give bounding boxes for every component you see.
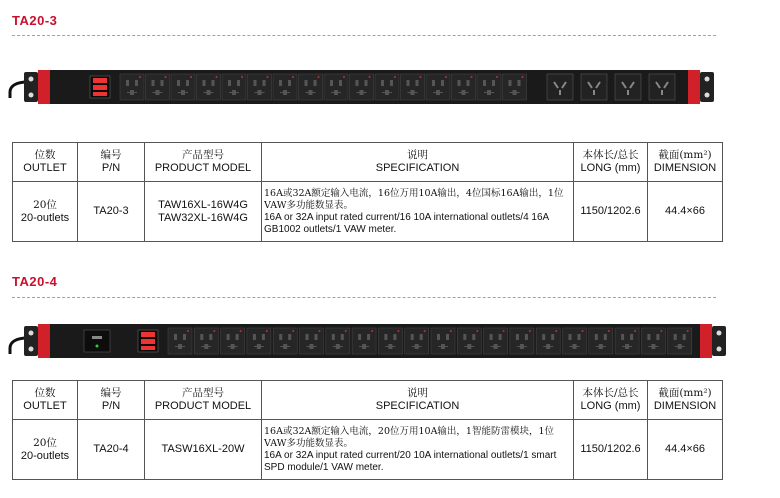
col-length: 本体长/总长 LONG (mm)	[574, 143, 648, 182]
universal-outlet	[375, 74, 399, 100]
universal-outlet	[641, 328, 665, 354]
universal-outlet	[378, 328, 402, 354]
left-endcap	[38, 324, 50, 358]
cell-spec: 16A或32A额定输入电流，20位万用10A输出，1智能防雷模块，1位VAW多功能数显表。 16A or 32A input rated current/20 10A international outlets/1 smart SPD module/1 VAW meter.	[262, 420, 574, 480]
universal-outlet	[431, 328, 455, 354]
table-row	[13, 182, 723, 242]
universal-outlet	[324, 74, 348, 100]
spec-table-ta20-4	[12, 380, 723, 480]
col-outlet: 位数 OUTLET	[13, 381, 78, 420]
col-pn: 编号 P/N	[78, 143, 145, 182]
cell-dimension: 44.4×66	[648, 420, 723, 480]
gb-outlet	[581, 74, 607, 100]
universal-outlet	[194, 328, 218, 354]
col-dimension: 截面(mm²) DIMENSION	[648, 381, 723, 420]
cell-outlet: 20位 20-outlets	[13, 182, 78, 242]
universal-outlet	[503, 74, 527, 100]
gb-outlet	[649, 74, 675, 100]
col-pn: 编号 P/N	[78, 381, 145, 420]
universal-outlet	[457, 328, 481, 354]
universal-outlet	[510, 328, 534, 354]
section-divider	[12, 35, 716, 36]
universal-outlet	[146, 74, 170, 100]
cell-pn: TA20-4	[78, 420, 145, 480]
universal-outlet	[484, 328, 508, 354]
universal-outlet	[477, 74, 501, 100]
col-model: 产品型号 PRODUCT MODEL	[145, 381, 262, 420]
universal-outlet	[273, 328, 297, 354]
col-dimension: 截面(mm²) DIMENSION	[648, 143, 723, 182]
universal-outlet	[247, 328, 271, 354]
universal-outlet	[273, 74, 297, 100]
cell-spec: 16A或32A额定输入电流，16位万用10A输出，4位国标16A输出，1位VAW多功能数显表。 16A or 32A input rated current/16 10A international outlets/4 16A GB1002 outlets/1 VAW meter.	[262, 182, 574, 242]
section-divider	[12, 297, 716, 298]
universal-outlet	[171, 74, 195, 100]
universal-outlet	[300, 328, 324, 354]
universal-outlet	[536, 328, 560, 354]
cell-model: TAW16XL-16W4G TAW32XL-16W4G	[145, 182, 262, 242]
vaw-meter	[90, 76, 110, 98]
universal-outlet	[352, 328, 376, 354]
vaw-meter	[138, 330, 158, 352]
section-title: TA20-4	[12, 274, 58, 289]
gb-outlet	[615, 74, 641, 100]
universal-outlet	[401, 74, 425, 100]
universal-outlet	[350, 74, 374, 100]
universal-outlet	[248, 74, 272, 100]
section-title: TA20-3	[12, 13, 58, 28]
col-outlet: 位数 OUTLET	[13, 143, 78, 182]
cell-outlet: 20位 20-outlets	[13, 420, 78, 480]
universal-outlet	[326, 328, 350, 354]
universal-outlet	[299, 74, 323, 100]
universal-outlet	[222, 74, 246, 100]
col-model: 产品型号 PRODUCT MODEL	[145, 143, 262, 182]
cell-length: 1150/1202.6	[574, 182, 648, 242]
col-spec: 说明 SPECIFICATION	[262, 381, 574, 420]
universal-outlet	[426, 74, 450, 100]
cell-pn: TA20-3	[78, 182, 145, 242]
universal-outlet	[221, 328, 245, 354]
universal-outlet	[615, 328, 639, 354]
right-endcap	[688, 70, 700, 104]
left-endcap	[38, 70, 50, 104]
table-row	[13, 420, 723, 480]
spec-table-ta20-3	[12, 142, 723, 242]
spd-module	[84, 330, 110, 352]
universal-outlet	[405, 328, 429, 354]
cell-dimension: 44.4×66	[648, 182, 723, 242]
pdu-image-ta20-3	[0, 64, 780, 114]
cell-model: TASW16XL-20W	[145, 420, 262, 480]
universal-outlet	[452, 74, 476, 100]
right-endcap	[700, 324, 712, 358]
pdu-image-ta20-4	[0, 318, 780, 368]
gb-outlet	[547, 74, 573, 100]
universal-outlet	[120, 74, 144, 100]
col-length: 本体长/总长 LONG (mm)	[574, 381, 648, 420]
cell-length: 1150/1202.6	[574, 420, 648, 480]
table-header-row	[13, 143, 723, 182]
universal-outlet	[168, 328, 192, 354]
universal-outlet	[668, 328, 692, 354]
universal-outlet	[197, 74, 221, 100]
universal-outlet	[589, 328, 613, 354]
table-header-row	[13, 381, 723, 420]
universal-outlet	[563, 328, 587, 354]
col-spec: 说明 SPECIFICATION	[262, 143, 574, 182]
